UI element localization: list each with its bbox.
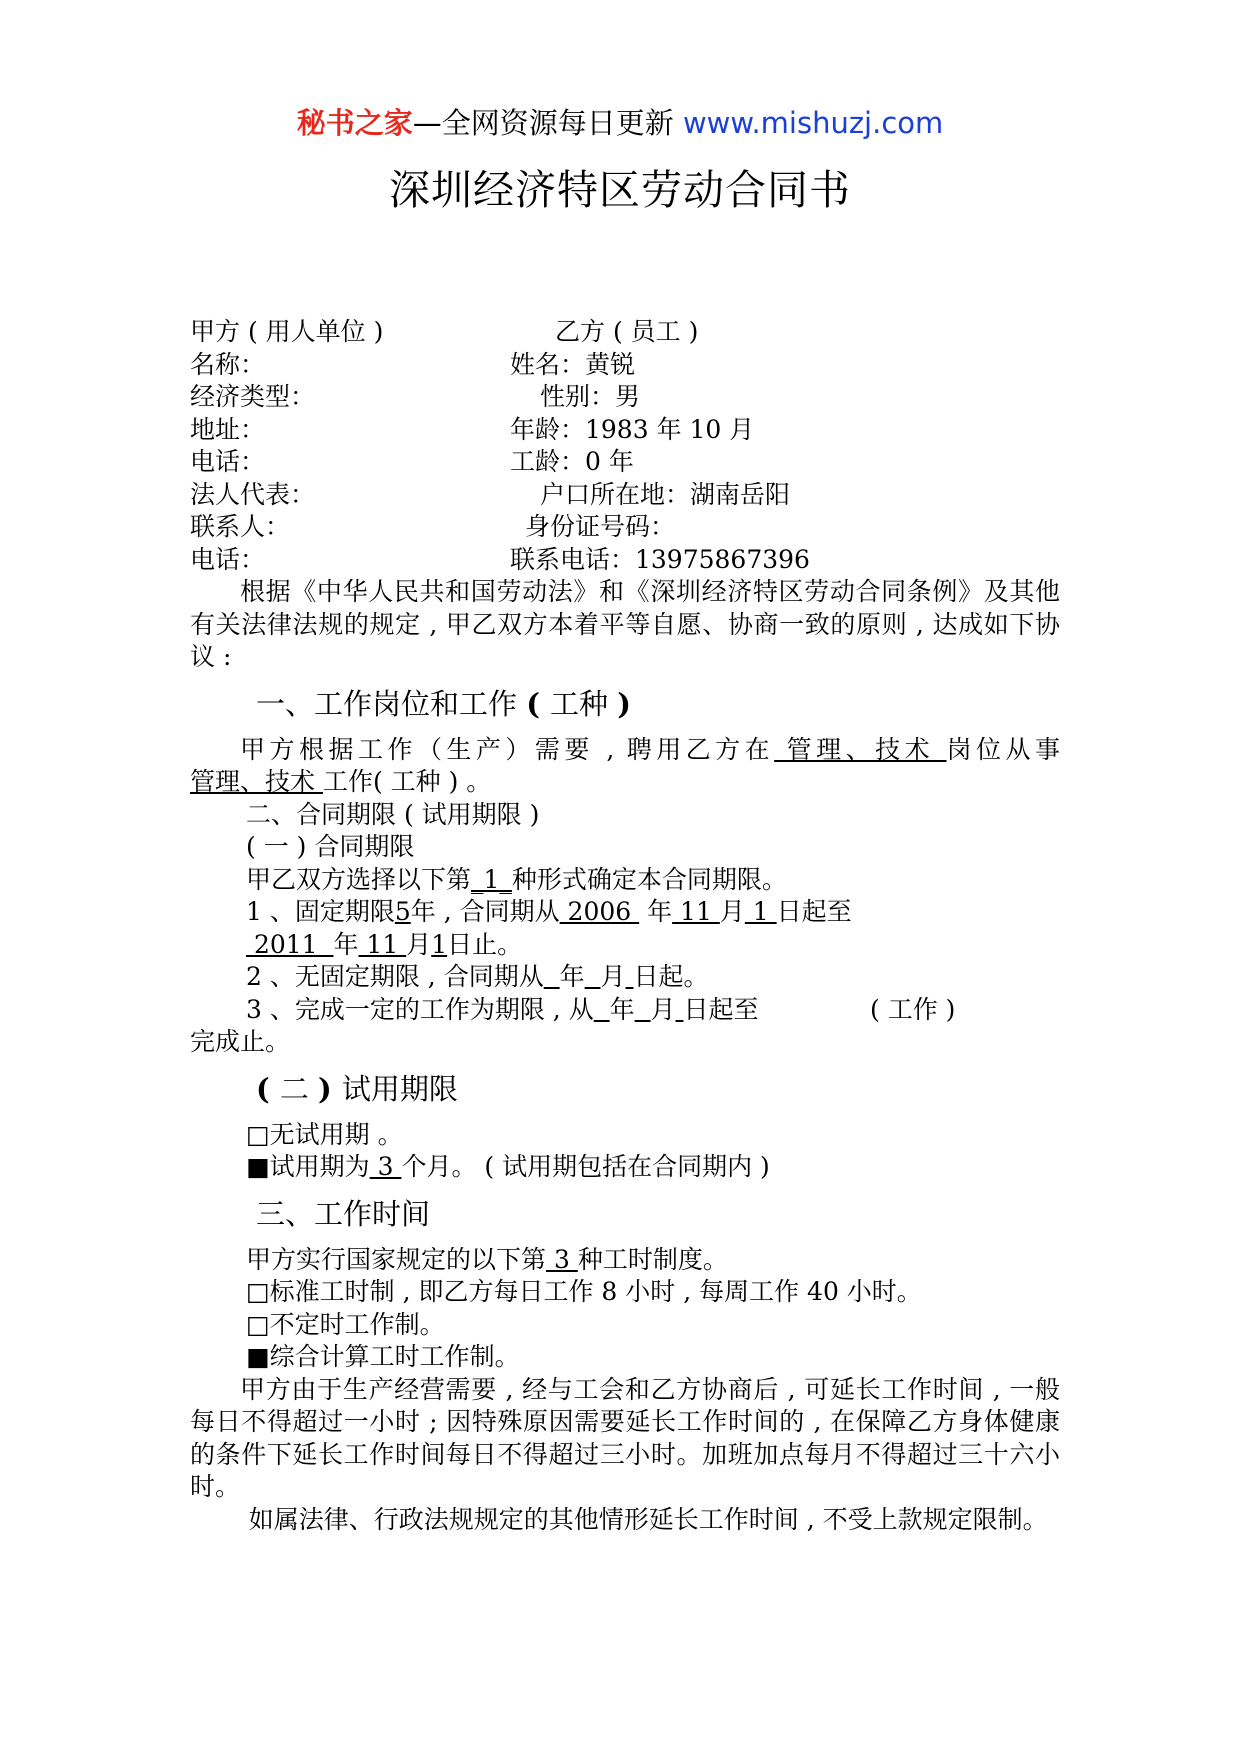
- party-a-phone: 电话：: [190, 447, 266, 476]
- end-day: 1: [431, 929, 448, 959]
- banner-brand: 秘书之家: [296, 106, 413, 140]
- section-1-paragraph: 甲方根据工作（生产）需要 , 聘用乙方在 管理、技术 岗位从事管理、技术 工作( 工种 ) 。: [190, 734, 1060, 796]
- subsection-contract-term: ( 一 ) 合同期限: [246, 832, 415, 861]
- party-b-id-number: 身份证号码：: [525, 512, 676, 541]
- fixed-term-end-line: 2011 年 11 月1日止。: [246, 929, 523, 959]
- comprehensive-hours-option: ■综合计算工时工作制。: [246, 1342, 520, 1371]
- unfixed-term-line: 2 、无固定期限 , 合同期从 年 月 日起。: [246, 962, 709, 991]
- party-a-legal-rep: 法人代表：: [190, 479, 316, 509]
- party-a-header: 甲方 ( 用人单位 ): [190, 317, 384, 346]
- trial-months: 3: [369, 1152, 402, 1181]
- party-b-hukou: 户口所在地：湖南岳阳: [540, 479, 791, 509]
- exception-paragraph: 如属法律、行政法规规定的其他情形延长工作时间 , 不受上款规定限制。: [248, 1504, 1048, 1534]
- site-banner: [0, 103, 1240, 143]
- party-b-age: 年龄：1983 年 10 月: [510, 414, 755, 444]
- task-term-line: 3 、完成一定的工作为期限 , 从 年 月 日起至 ( 工作 ): [246, 994, 956, 1024]
- party-b-contact-phone: 联系电话：13975867396: [510, 544, 810, 574]
- standard-hours-option: □标准工时制 , 即乙方每日工作 8 小时 , 每周工作 40 小时。: [246, 1277, 922, 1306]
- task-term-end: 完成止。: [190, 1027, 291, 1056]
- party-info: [190, 316, 1060, 576]
- section-2-title: 二、合同期限 ( 试用期限 ): [246, 799, 540, 829]
- hours-system-number: 3: [546, 1244, 578, 1274]
- start-month: 11: [672, 897, 720, 926]
- banner-url[interactable]: www.mishuzj.com: [682, 106, 944, 140]
- intro-paragraph: 根据《中华人民共和国劳动法》和《深圳经济特区劳动合同条例》及其他有关法律法规的规定 , 甲乙双方本着平等自愿、协商一致的原则 , 达成如下协议 :: [190, 577, 1060, 671]
- trial-option: ■试用期为 3 个月。 ( 试用期包括在合同期内 ): [246, 1152, 770, 1181]
- term-form-number: _1_: [471, 864, 512, 894]
- hours-system-choice: 甲方实行国家规定的以下第 3 种工时制度。: [246, 1244, 728, 1274]
- end-year: 2011: [246, 929, 334, 959]
- start-day: 1: [744, 897, 777, 926]
- post-field: 管理、技术: [774, 734, 947, 764]
- section-3-title: 三、工作时间: [256, 1196, 431, 1231]
- fixed-term-years: 5: [394, 897, 411, 926]
- section-1-title: 一、工作岗位和工作 ( 工种 ): [256, 686, 631, 721]
- party-b-name: 姓名：黄锐: [510, 349, 636, 379]
- party-a-phone-2: 电话：: [190, 544, 266, 574]
- end-month: 11: [358, 929, 407, 959]
- party-a-econ-type: 经济类型：: [190, 382, 316, 411]
- party-b-gender: 性别：男: [540, 382, 641, 411]
- work-field: 管理、技术: [190, 767, 323, 796]
- party-a-address: 地址：: [190, 414, 266, 444]
- party-b-header: 乙方 ( 员工 ): [555, 317, 699, 346]
- term-form-choice: 甲乙双方选择以下第_1_种形式确定本合同期限。: [246, 864, 787, 894]
- party-b-seniority: 工龄：0 年: [510, 447, 634, 476]
- flexible-hours-option: □不定时工作制。: [246, 1309, 445, 1339]
- document-title: 深圳经济特区劳动合同书: [389, 166, 851, 214]
- start-year: 2006: [559, 897, 640, 926]
- overtime-paragraph: 甲方由于生产经营需要 , 经与工会和乙方协商后 , 可延长工作时间 , 一般每日不得超过一小时 ; 因特殊原因需要延长工作时间的 , 在保障乙方身体健康的条件下延长工作时间每日不得超过三小时。加班加点每月不得超过三十六小时。: [190, 1374, 1060, 1501]
- no-trial-option: □无试用期 。: [246, 1119, 403, 1149]
- subsection-trial-period: ( 二 ) 试用期限: [256, 1071, 458, 1106]
- party-a-contact: 联系人：: [190, 512, 291, 541]
- party-a-name: 名称：: [190, 349, 266, 379]
- contract-body: [190, 576, 1060, 1536]
- banner-slogan: —全网资源每日更新: [412, 106, 674, 140]
- fixed-term-line: 1 、固定期限5年 , 合同期从 2006 年 11 月 1 日起至: [246, 897, 852, 926]
